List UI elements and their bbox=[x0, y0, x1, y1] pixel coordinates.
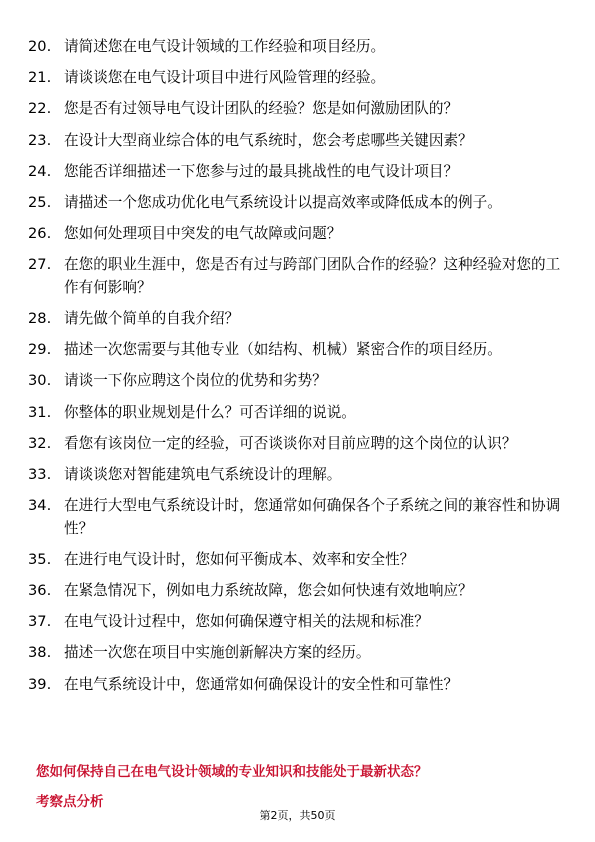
list-item bbox=[28, 402, 568, 424]
question-text: 在您的职业生涯中，您是否有过与跨部门团队合作的经验？这种经验对您的工作有何影响？ bbox=[64, 256, 561, 296]
question-number: 30. bbox=[28, 372, 52, 390]
question-text: 在电气系统设计中，您通常如何确保设计的安全性和可靠性？ bbox=[64, 675, 459, 693]
question-text: 您能否详细描述一下您参与过的最具挑战性的电气设计项目？ bbox=[64, 162, 459, 180]
list-item bbox=[28, 370, 568, 392]
list-item bbox=[28, 674, 568, 696]
question-text: 描述一次您需要与其他专业（如结构、机械）紧密合作的项目经历。 bbox=[64, 341, 502, 359]
list-item bbox=[28, 339, 568, 361]
question-text: 描述一次您在项目中实施创新解决方案的经历。 bbox=[64, 644, 371, 662]
question-number: 37. bbox=[28, 613, 52, 631]
question-number: 22. bbox=[28, 100, 52, 118]
list-item bbox=[28, 495, 568, 540]
question-text: 在进行电气设计时，您如何平衡成本、效率和安全性？ bbox=[64, 550, 415, 568]
list-item bbox=[28, 254, 568, 299]
question-text: 您是否有过领导电气设计团队的经验？您是如何激励团队的？ bbox=[64, 100, 459, 118]
question-number: 34. bbox=[28, 497, 52, 515]
list-item bbox=[28, 464, 568, 486]
question-text: 在电气设计过程中，您如何确保遵守相关的法规和标准？ bbox=[64, 613, 429, 631]
question-text: 请描述一个您成功优化电气系统设计以提高效率或降低成本的例子。 bbox=[64, 194, 502, 212]
highlight-question: 您如何保持自己在电气设计领域的专业知识和技能处于最新状态？ bbox=[36, 764, 428, 780]
list-item bbox=[28, 580, 568, 602]
list-item bbox=[28, 223, 568, 245]
question-number: 35. bbox=[28, 550, 52, 568]
list-item bbox=[28, 611, 568, 633]
question-text: 请谈谈您在电气设计项目中进行风险管理的经验。 bbox=[64, 69, 386, 87]
question-number: 28. bbox=[28, 310, 52, 328]
list-item bbox=[28, 308, 568, 330]
question-number: 24. bbox=[28, 162, 52, 180]
list-item bbox=[28, 192, 568, 214]
list-item bbox=[28, 433, 568, 455]
question-text: 请谈谈您对智能建筑电气系统设计的理解。 bbox=[64, 466, 342, 484]
question-number: 20. bbox=[28, 38, 52, 55]
question-number: 26. bbox=[28, 225, 52, 243]
list-item bbox=[28, 549, 568, 571]
question-number: 39. bbox=[28, 675, 52, 693]
question-text: 请先做个简单的自我介绍？ bbox=[64, 310, 240, 328]
question-text: 在进行大型电气系统设计时，您通常如何确保各个子系统之间的兼容性和协调性？ bbox=[64, 497, 561, 537]
question-number: 36. bbox=[28, 582, 52, 600]
question-text: 你整体的职业规划是什么？可否详细的说说。 bbox=[64, 403, 356, 421]
question-number: 38. bbox=[28, 644, 52, 662]
list-item bbox=[28, 36, 568, 58]
section-heading: 考察点分析 bbox=[36, 794, 104, 810]
question-number: 25. bbox=[28, 194, 52, 212]
question-number: 23. bbox=[28, 131, 52, 149]
question-number: 33. bbox=[28, 466, 52, 484]
list-item bbox=[28, 130, 568, 152]
list-item bbox=[28, 67, 568, 89]
question-number: 31. bbox=[28, 403, 52, 421]
list-item bbox=[28, 161, 568, 183]
question-text: 在紧急情况下，例如电力系统故障，您会如何快速有效地响应？ bbox=[64, 582, 473, 600]
question-list bbox=[28, 36, 568, 705]
question-number: 27. bbox=[28, 256, 52, 274]
page-footer: 第2页，共50页 bbox=[259, 809, 336, 822]
question-number: 32. bbox=[28, 434, 52, 452]
question-text: 请简述您在电气设计领域的工作经验和项目经历。 bbox=[64, 38, 386, 55]
list-item bbox=[28, 98, 568, 120]
question-number: 29. bbox=[28, 341, 52, 359]
question-text: 看您有该岗位一定的经验，可否谈谈你对目前应聘的这个岗位的认识？ bbox=[64, 434, 517, 452]
list-item bbox=[28, 642, 568, 664]
question-number: 21. bbox=[28, 69, 52, 87]
question-text: 在设计大型商业综合体的电气系统时，您会考虑哪些关键因素？ bbox=[64, 131, 473, 149]
question-text: 请谈一下你应聘这个岗位的优势和劣势？ bbox=[64, 372, 327, 390]
question-text: 您如何处理项目中突发的电气故障或问题？ bbox=[64, 225, 342, 243]
